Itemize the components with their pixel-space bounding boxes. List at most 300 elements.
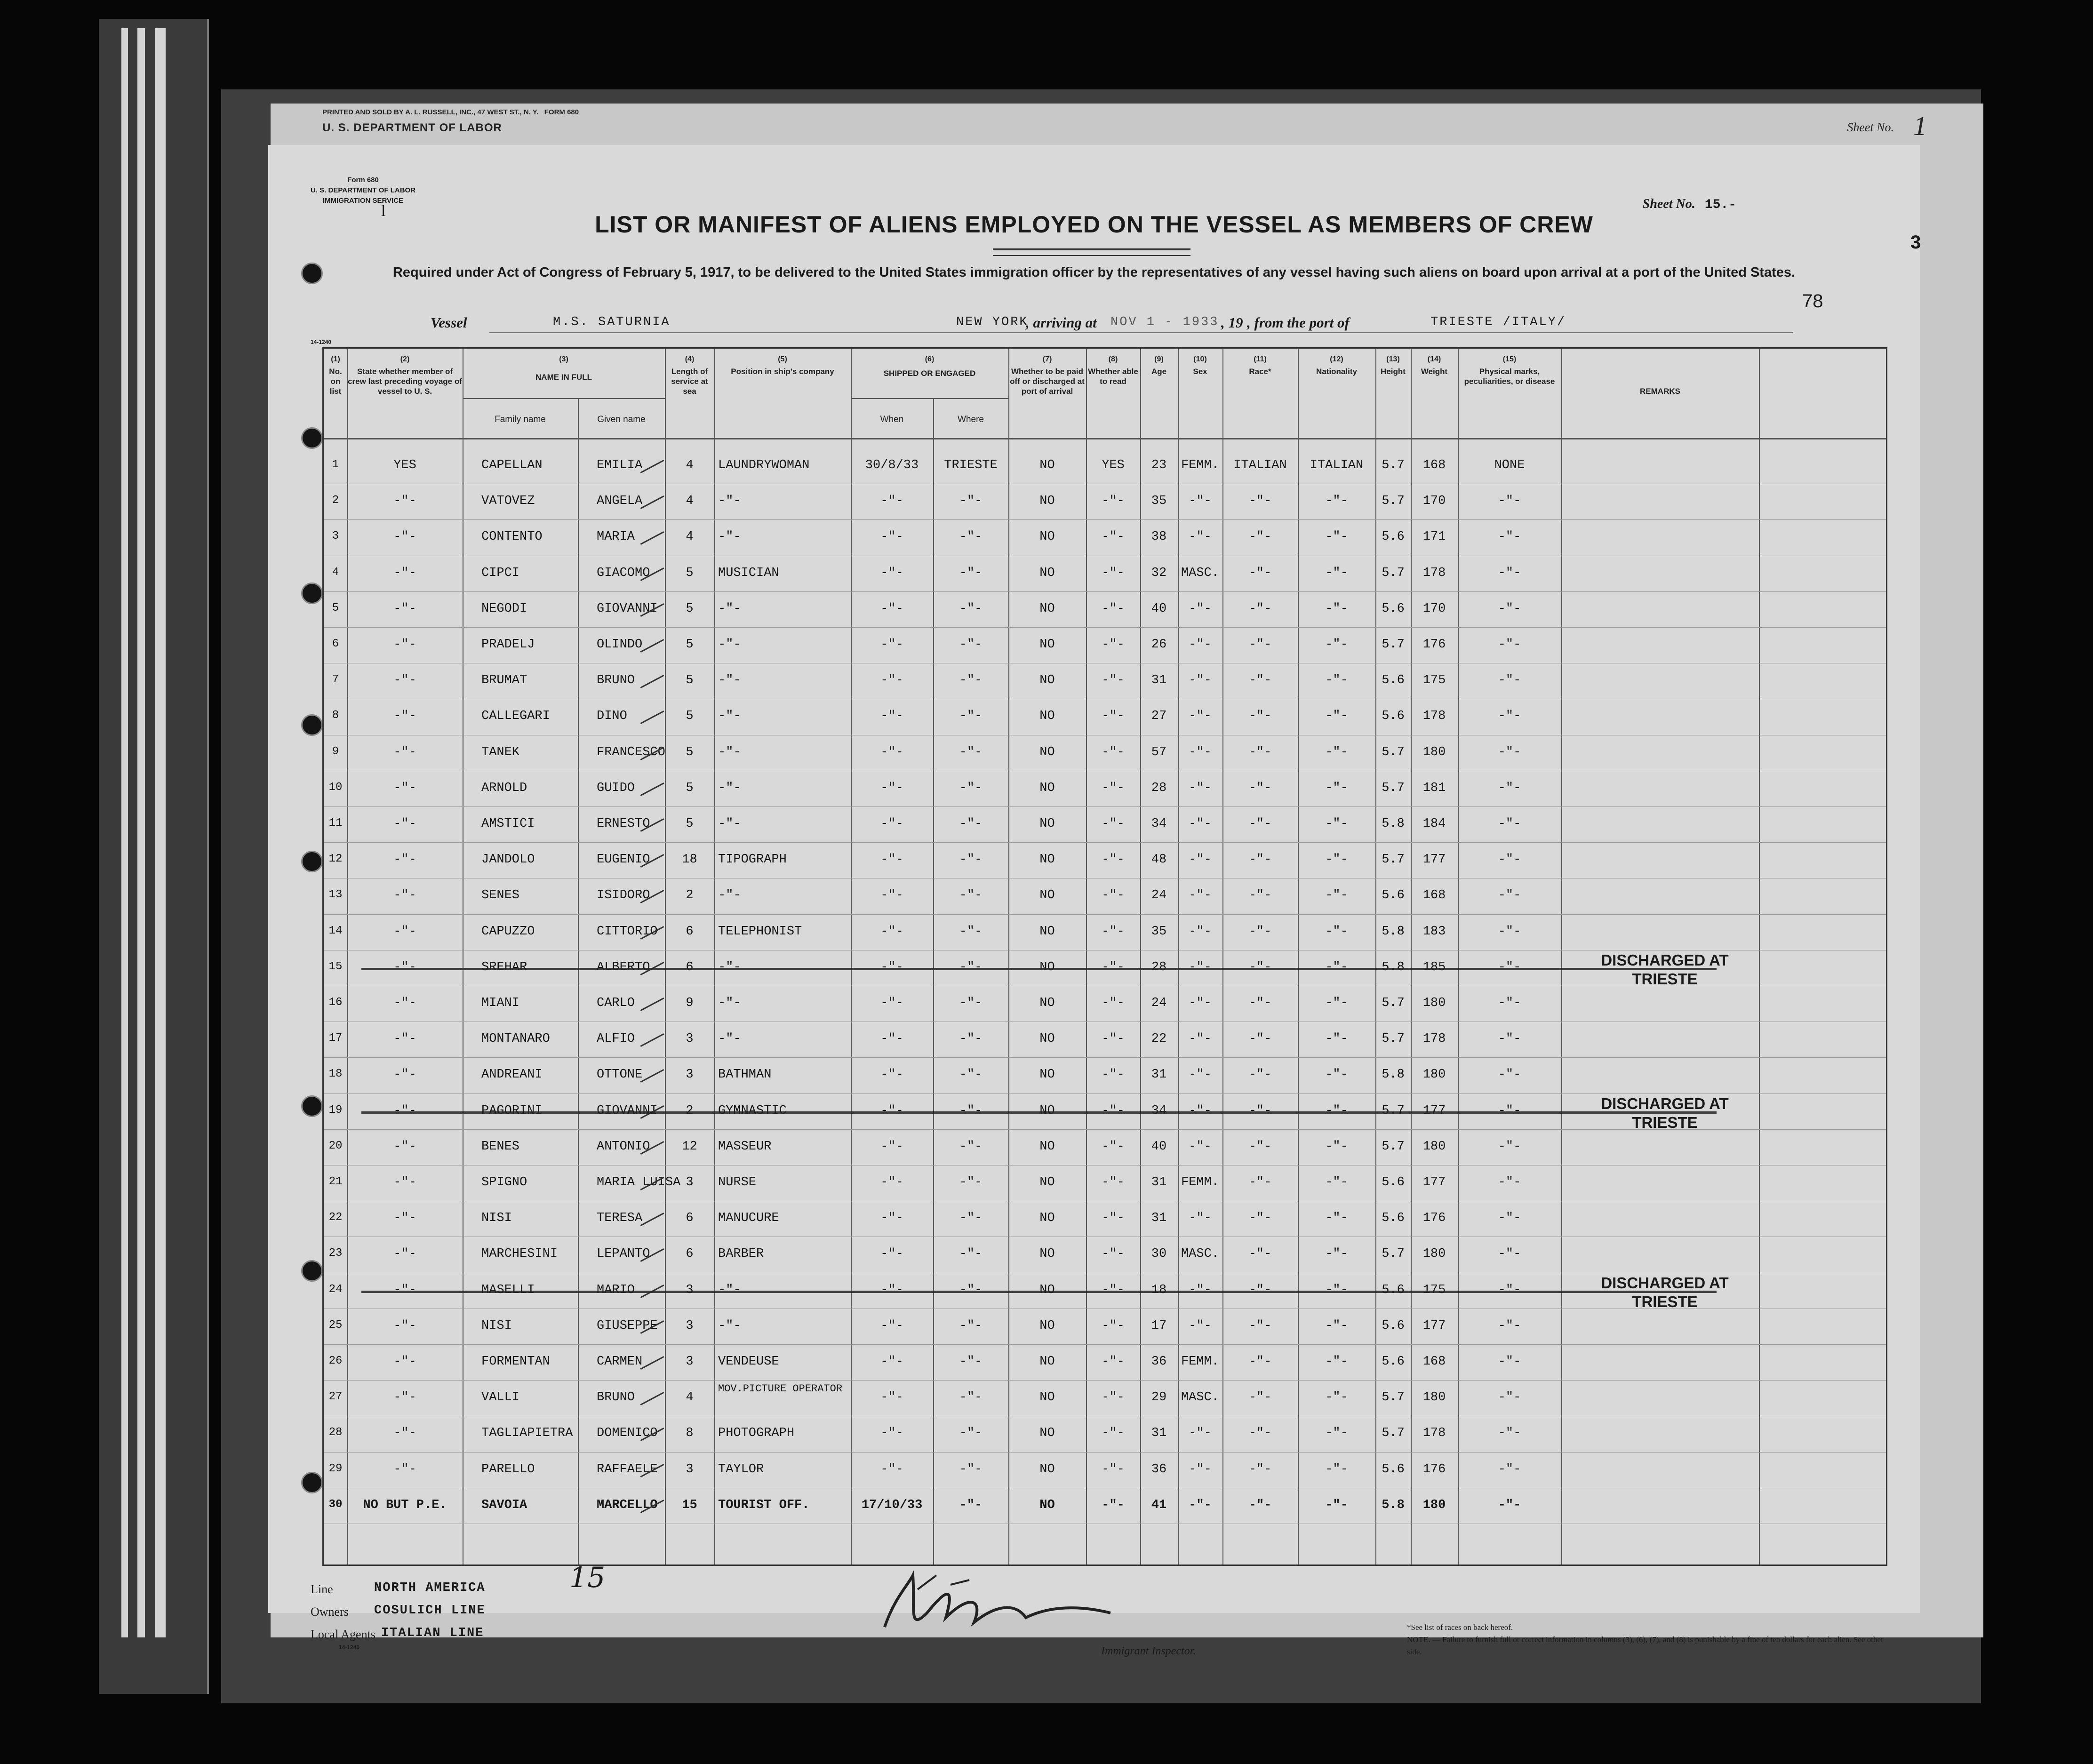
cell-no: 20 bbox=[328, 1139, 343, 1152]
cell-height: 5.7 bbox=[1382, 494, 1405, 509]
cell-height: 5.8 bbox=[1382, 924, 1405, 939]
cell-family: CALLEGARI bbox=[481, 709, 550, 724]
cell-position: -"- bbox=[718, 601, 741, 616]
from-label: , from the port of bbox=[1247, 314, 1350, 331]
cell-sex: -"- bbox=[1189, 781, 1212, 795]
cell-given: ANGELA bbox=[597, 494, 643, 509]
cell-weight: 181 bbox=[1422, 781, 1446, 795]
cell-no: 19 bbox=[328, 1103, 343, 1117]
cell-height: 5.8 bbox=[1382, 1498, 1405, 1512]
cell-paid: NO bbox=[1039, 1355, 1055, 1369]
cell-prev: -"- bbox=[393, 924, 416, 939]
cell-where: -"- bbox=[959, 853, 983, 867]
cell-age: 26 bbox=[1151, 638, 1167, 652]
cell-given: EMILIA bbox=[597, 458, 643, 472]
cell-paid: NO bbox=[1039, 781, 1055, 795]
cell-position: -"- bbox=[718, 960, 741, 974]
agents-label: Local Agents bbox=[311, 1628, 375, 1641]
cell-nationality: -"- bbox=[1325, 853, 1348, 867]
cell-paid: NO bbox=[1039, 960, 1055, 974]
binder-spine bbox=[99, 19, 209, 1694]
cell-given: DOMENICO bbox=[597, 1426, 658, 1441]
cell-when: -"- bbox=[880, 853, 903, 867]
cell-when: -"- bbox=[880, 1068, 903, 1082]
table-row bbox=[324, 813, 1886, 849]
agents-value: ITALIAN LINE bbox=[381, 1626, 484, 1640]
cell-position: -"- bbox=[718, 709, 741, 724]
cell-height: 5.7 bbox=[1382, 853, 1405, 867]
table-row bbox=[324, 1315, 1886, 1351]
row-remark: DISCHARGED AT TRIESTE bbox=[1601, 951, 1729, 988]
cell-sex: FEMM. bbox=[1181, 1355, 1219, 1369]
cell-position: NURSE bbox=[718, 1175, 757, 1189]
cell-prev: -"- bbox=[393, 888, 416, 903]
cell-sex: -"- bbox=[1189, 1032, 1212, 1046]
cell-when: -"- bbox=[880, 960, 903, 974]
column-header-c8-num: (8) bbox=[1108, 355, 1118, 363]
column-header-c10: Sex bbox=[1193, 367, 1207, 376]
strike-through-line bbox=[361, 1291, 1717, 1293]
cell-read: -"- bbox=[1102, 853, 1125, 867]
cell-nationality: -"- bbox=[1325, 888, 1348, 903]
column-header-remarks: REMARKS bbox=[1640, 387, 1680, 396]
cell-weight: 180 bbox=[1422, 1390, 1446, 1405]
punch-hole bbox=[301, 1472, 323, 1493]
cell-length: 8 bbox=[686, 1426, 694, 1441]
cell-length: 6 bbox=[686, 960, 694, 974]
cell-paid: NO bbox=[1039, 1498, 1055, 1512]
cell-no: 14 bbox=[328, 924, 343, 937]
cell-height: 5.6 bbox=[1382, 709, 1405, 724]
cell-length: 5 bbox=[686, 673, 694, 688]
cell-weight: 180 bbox=[1422, 1139, 1446, 1154]
cell-family: NISI bbox=[481, 1318, 512, 1333]
cell-no: 18 bbox=[328, 1068, 343, 1081]
form-mark: l bbox=[381, 202, 386, 220]
cell-where: -"- bbox=[959, 1498, 983, 1512]
column-header-c14: Weight bbox=[1421, 367, 1448, 376]
cell-given: GIUSEPPE bbox=[597, 1318, 658, 1333]
cell-family: TAGLIAPIETRA bbox=[481, 1426, 573, 1441]
cell-length: 6 bbox=[686, 924, 694, 939]
cell-race: -"- bbox=[1248, 494, 1272, 509]
cell-family: NEGODI bbox=[481, 601, 527, 616]
cell-prev: -"- bbox=[393, 745, 416, 759]
cell-weight: 170 bbox=[1422, 601, 1446, 616]
vessel-label: Vessel bbox=[431, 314, 467, 331]
cell-age: 48 bbox=[1151, 853, 1167, 867]
side-digit: 3 bbox=[1910, 232, 1921, 253]
column-header-c10-num: (10) bbox=[1193, 355, 1207, 363]
cell-position: -"- bbox=[718, 1283, 741, 1297]
cell-read: -"- bbox=[1102, 1139, 1125, 1154]
cell-race: -"- bbox=[1248, 1355, 1272, 1369]
cell-length: 3 bbox=[686, 1462, 694, 1477]
cell-where: -"- bbox=[959, 1390, 983, 1405]
cell-read: -"- bbox=[1102, 781, 1125, 795]
cell-read: -"- bbox=[1102, 960, 1125, 974]
cell-height: 5.7 bbox=[1382, 996, 1405, 1010]
cell-marks: -"- bbox=[1498, 530, 1521, 544]
cell-no: 2 bbox=[332, 494, 339, 507]
cell-age: 31 bbox=[1151, 1211, 1167, 1226]
cell-position: -"- bbox=[718, 1318, 741, 1333]
cell-race: -"- bbox=[1248, 924, 1272, 939]
cell-when: -"- bbox=[880, 1283, 903, 1297]
cell-height: 5.8 bbox=[1382, 817, 1405, 831]
cell-where: -"- bbox=[959, 1426, 983, 1441]
cell-family: AMSTICI bbox=[481, 817, 535, 831]
cell-age: 17 bbox=[1151, 1318, 1167, 1333]
cell-nationality: -"- bbox=[1325, 1462, 1348, 1477]
cell-family: SREHAR bbox=[481, 960, 527, 974]
cell-position: LAUNDRYWOMAN bbox=[718, 458, 810, 472]
table-row bbox=[324, 1422, 1886, 1458]
cell-where: -"- bbox=[959, 1355, 983, 1369]
cell-read: -"- bbox=[1102, 1498, 1125, 1512]
cell-where: -"- bbox=[959, 673, 983, 688]
column-header-c12: Nationality bbox=[1316, 367, 1357, 376]
cell-when: -"- bbox=[880, 1390, 903, 1405]
cell-race: -"- bbox=[1248, 1283, 1272, 1297]
table-row bbox=[324, 1494, 1886, 1530]
cell-race: -"- bbox=[1248, 1390, 1272, 1405]
cell-length: 5 bbox=[686, 709, 694, 724]
cell-family: VALLI bbox=[481, 1390, 520, 1405]
punch-hole bbox=[301, 427, 323, 449]
cell-where: -"- bbox=[959, 817, 983, 831]
arriving-port: NEW YORK bbox=[956, 315, 1029, 329]
cell-given: MARIA bbox=[597, 530, 635, 544]
form-id: Form 680 U. S. DEPARTMENT OF LABOR IMMIGRATION SERVICE bbox=[311, 176, 416, 205]
cell-sex: -"- bbox=[1189, 494, 1212, 509]
cell-paid: NO bbox=[1039, 1318, 1055, 1333]
cell-marks: -"- bbox=[1498, 1318, 1521, 1333]
cell-no: 25 bbox=[328, 1318, 343, 1332]
cell-given: LEPANTO bbox=[597, 1247, 650, 1261]
cell-family: CONTENTO bbox=[481, 530, 543, 544]
cell-marks: -"- bbox=[1498, 1139, 1521, 1154]
column-header-c5: Position in ship's company bbox=[731, 367, 834, 376]
cell-race: -"- bbox=[1248, 1462, 1272, 1477]
cell-no: 26 bbox=[328, 1355, 343, 1367]
table-row bbox=[324, 742, 1886, 777]
cell-length: 3 bbox=[686, 1032, 694, 1046]
punch-hole bbox=[301, 1260, 323, 1282]
cell-paid: NO bbox=[1039, 888, 1055, 903]
cell-marks: -"- bbox=[1498, 1426, 1521, 1441]
cell-sex: -"- bbox=[1189, 1103, 1212, 1118]
cell-when: -"- bbox=[880, 745, 903, 759]
cell-read: -"- bbox=[1102, 1175, 1125, 1189]
cell-sex: -"- bbox=[1189, 745, 1212, 759]
cell-weight: 178 bbox=[1422, 1426, 1446, 1441]
cell-race: -"- bbox=[1248, 781, 1272, 795]
cell-paid: NO bbox=[1039, 1283, 1055, 1297]
cell-weight: 178 bbox=[1422, 566, 1446, 580]
cell-nationality: -"- bbox=[1325, 745, 1348, 759]
form-tag: 14-1240 bbox=[311, 339, 332, 345]
cell-age: 57 bbox=[1151, 745, 1167, 759]
cell-sex: MASC. bbox=[1181, 1247, 1219, 1261]
cell-family: PRADELJ bbox=[481, 638, 535, 652]
cell-marks: -"- bbox=[1498, 1211, 1521, 1226]
cell-marks: -"- bbox=[1498, 888, 1521, 903]
cell-nationality: -"- bbox=[1325, 1283, 1348, 1297]
cell-paid: NO bbox=[1039, 853, 1055, 867]
cell-family: MARCHESINI bbox=[481, 1247, 558, 1261]
cell-sex: -"- bbox=[1189, 817, 1212, 831]
cell-weight: 183 bbox=[1422, 924, 1446, 939]
cell-height: 5.6 bbox=[1382, 1211, 1405, 1226]
cell-weight: 177 bbox=[1422, 1318, 1446, 1333]
cell-when: -"- bbox=[880, 673, 903, 688]
cell-weight: 177 bbox=[1422, 1103, 1446, 1118]
cell-paid: NO bbox=[1039, 1247, 1055, 1261]
punch-hole bbox=[301, 851, 323, 872]
table-row bbox=[324, 1094, 1886, 1136]
cell-when: -"- bbox=[880, 996, 903, 1010]
cell-prev: -"- bbox=[393, 673, 416, 688]
cell-position: VENDEUSE bbox=[718, 1355, 779, 1369]
cell-race: -"- bbox=[1248, 1426, 1272, 1441]
header-bottom-rule bbox=[324, 438, 1886, 439]
cell-when: -"- bbox=[880, 1426, 903, 1441]
cell-when: 17/10/33 bbox=[861, 1498, 923, 1512]
cell-length: 5 bbox=[686, 745, 694, 759]
cell-length: 5 bbox=[686, 781, 694, 795]
cell-length: 4 bbox=[686, 494, 694, 509]
cell-weight: 171 bbox=[1422, 530, 1446, 544]
cell-length: 2 bbox=[686, 888, 694, 903]
cell-nationality: -"- bbox=[1325, 1211, 1348, 1226]
cell-given: RAFFAELE bbox=[597, 1462, 658, 1477]
cell-length: 6 bbox=[686, 1211, 694, 1226]
cell-nationality: -"- bbox=[1325, 1032, 1348, 1046]
cell-when: -"- bbox=[880, 888, 903, 903]
handwritten-count: 15 bbox=[569, 1561, 606, 1594]
cell-paid: NO bbox=[1039, 494, 1055, 509]
cell-length: 6 bbox=[686, 1247, 694, 1261]
cell-height: 5.7 bbox=[1382, 1426, 1405, 1441]
cell-prev: -"- bbox=[393, 960, 416, 974]
cell-marks: -"- bbox=[1498, 673, 1521, 688]
cell-where: -"- bbox=[959, 709, 983, 724]
column-header-c12-num: (12) bbox=[1330, 355, 1343, 363]
line-value: NORTH AMERICA bbox=[374, 1581, 486, 1595]
cell-family: CIPCI bbox=[481, 566, 520, 580]
cell-given: GIOVANNI bbox=[597, 1103, 658, 1118]
cell-age: 32 bbox=[1151, 566, 1167, 580]
requirement-text: Required under Act of Congress of February 5, 1917, to be delivered to the United States immigration officer by the representatives of any vessel having such aliens on board upon arrival at a port of the United States. bbox=[392, 265, 1796, 280]
column-header-c6-num: (6) bbox=[925, 355, 935, 363]
cell-height: 5.6 bbox=[1382, 601, 1405, 616]
cell-where: -"- bbox=[959, 1103, 983, 1118]
cell-height: 5.8 bbox=[1382, 960, 1405, 974]
cell-paid: NO bbox=[1039, 1068, 1055, 1082]
cell-read: -"- bbox=[1102, 1211, 1125, 1226]
cell-where: -"- bbox=[959, 566, 983, 580]
cell-read: -"- bbox=[1102, 566, 1125, 580]
cell-given: ALFIO bbox=[597, 1032, 635, 1046]
crew-table bbox=[322, 347, 1887, 1566]
underlying-form-header bbox=[285, 108, 1969, 146]
cell-read: -"- bbox=[1102, 494, 1125, 509]
column-header-c6-where: Where bbox=[958, 415, 984, 424]
cell-family: SPIGNO bbox=[481, 1175, 527, 1189]
cell-sex: FEMM. bbox=[1181, 458, 1219, 472]
cell-where: -"- bbox=[959, 530, 983, 544]
cell-height: 5.7 bbox=[1382, 781, 1405, 795]
cell-length: 5 bbox=[686, 601, 694, 616]
footnote: *See list of races on back hereof. NOTE. — Failure to furnish full or correct information in columns (3), (6), (7), and (8) is punishable by a fine of ten dollars for each alien. See other side. bbox=[1407, 1623, 1884, 1656]
cell-nationality: -"- bbox=[1325, 1355, 1348, 1369]
cell-weight: 177 bbox=[1422, 853, 1446, 867]
cell-paid: NO bbox=[1039, 924, 1055, 939]
cell-where: -"- bbox=[959, 1318, 983, 1333]
cell-paid: NO bbox=[1039, 996, 1055, 1010]
strike-through-line bbox=[361, 1111, 1717, 1114]
inspector-signature bbox=[875, 1556, 1120, 1651]
table-row bbox=[324, 670, 1886, 705]
cell-weight: 178 bbox=[1422, 1032, 1446, 1046]
cell-marks: -"- bbox=[1498, 1103, 1521, 1118]
cell-nationality: -"- bbox=[1325, 1390, 1348, 1405]
cell-given: ERNESTO bbox=[597, 817, 650, 831]
cell-when: -"- bbox=[880, 924, 903, 939]
cell-race: -"- bbox=[1248, 853, 1272, 867]
cell-read: -"- bbox=[1102, 1283, 1125, 1297]
cell-where: -"- bbox=[959, 1032, 983, 1046]
table-row bbox=[324, 1136, 1886, 1172]
table-row bbox=[324, 490, 1886, 526]
table-row bbox=[324, 1028, 1886, 1064]
cell-sex: -"- bbox=[1189, 709, 1212, 724]
cell-age: 31 bbox=[1151, 673, 1167, 688]
cell-prev: -"- bbox=[393, 494, 416, 509]
cell-when: 30/8/33 bbox=[865, 458, 919, 472]
column-header-c13-num: (13) bbox=[1386, 355, 1400, 363]
cell-paid: NO bbox=[1039, 745, 1055, 759]
cell-height: 5.7 bbox=[1382, 1103, 1405, 1118]
cell-where: TRIESTE bbox=[944, 458, 998, 472]
punch-hole bbox=[301, 1095, 323, 1117]
cell-no: 16 bbox=[328, 996, 343, 1009]
cell-read: -"- bbox=[1102, 638, 1125, 652]
cell-given: MARIA LUISA bbox=[597, 1175, 681, 1189]
cell-family: MONTANARO bbox=[481, 1032, 550, 1046]
cell-height: 5.7 bbox=[1382, 1247, 1405, 1261]
cell-race: -"- bbox=[1248, 566, 1272, 580]
cell-when: -"- bbox=[880, 1032, 903, 1046]
cell-read: -"- bbox=[1102, 673, 1125, 688]
cell-marks: NONE bbox=[1494, 458, 1525, 472]
cell-nationality: -"- bbox=[1325, 638, 1348, 652]
cell-prev: -"- bbox=[393, 1283, 416, 1297]
page-number: 78 bbox=[1802, 291, 1823, 311]
cell-where: -"- bbox=[959, 1211, 983, 1226]
cell-position: GYMNASTIC bbox=[718, 1103, 787, 1118]
cell-when: -"- bbox=[880, 1318, 903, 1333]
cell-marks: -"- bbox=[1498, 638, 1521, 652]
cell-marks: -"- bbox=[1498, 1355, 1521, 1369]
cell-weight: 180 bbox=[1422, 745, 1446, 759]
cell-age: 28 bbox=[1151, 781, 1167, 795]
cell-length: 3 bbox=[686, 1175, 694, 1189]
cell-prev: -"- bbox=[393, 1103, 416, 1118]
cell-prev: -"- bbox=[393, 709, 416, 724]
cell-paid: NO bbox=[1039, 1426, 1055, 1441]
cell-sex: -"- bbox=[1189, 1283, 1212, 1297]
cell-given: GIACOMO bbox=[597, 566, 650, 580]
table-row bbox=[324, 992, 1886, 1028]
cell-nationality: -"- bbox=[1325, 960, 1348, 974]
page-title: LIST OR MANIFEST OF ALIENS EMPLOYED ON THE VESSEL AS MEMBERS OF CREW bbox=[595, 211, 1593, 238]
from-underline bbox=[1421, 332, 1793, 333]
cell-length: 4 bbox=[686, 1390, 694, 1405]
punch-hole bbox=[301, 583, 323, 604]
cell-nationality: -"- bbox=[1325, 996, 1348, 1010]
cell-where: -"- bbox=[959, 781, 983, 795]
cell-position: -"- bbox=[718, 745, 741, 759]
column-header-c4-num: (4) bbox=[685, 355, 695, 363]
cell-paid: NO bbox=[1039, 601, 1055, 616]
cell-prev: -"- bbox=[393, 1390, 416, 1405]
cell-sex: -"- bbox=[1189, 1211, 1212, 1226]
cell-nationality: -"- bbox=[1325, 1068, 1348, 1082]
cell-where: -"- bbox=[959, 1283, 983, 1297]
cell-sex: -"- bbox=[1189, 530, 1212, 544]
table-row bbox=[324, 634, 1886, 670]
cell-marks: -"- bbox=[1498, 1462, 1521, 1477]
cell-sex: -"- bbox=[1189, 888, 1212, 903]
cell-height: 5.7 bbox=[1382, 458, 1405, 472]
cell-read: -"- bbox=[1102, 1068, 1125, 1082]
cell-position: -"- bbox=[718, 673, 741, 688]
cell-length: 5 bbox=[686, 566, 694, 580]
cell-length: 3 bbox=[686, 1318, 694, 1333]
column-header-c15-num: (15) bbox=[1502, 355, 1517, 363]
cell-position: -"- bbox=[718, 494, 741, 509]
cell-weight: 180 bbox=[1422, 1498, 1446, 1512]
cell-read: -"- bbox=[1102, 1247, 1125, 1261]
cell-nationality: -"- bbox=[1325, 673, 1348, 688]
table-row bbox=[324, 526, 1886, 562]
cell-sex: -"- bbox=[1189, 996, 1212, 1010]
strike-through-line bbox=[361, 968, 1717, 970]
cell-marks: -"- bbox=[1498, 1068, 1521, 1082]
cell-marks: -"- bbox=[1498, 494, 1521, 509]
cell-family: ARNOLD bbox=[481, 781, 527, 795]
cell-marks: -"- bbox=[1498, 781, 1521, 795]
cell-given: OLINDO bbox=[597, 638, 643, 652]
cell-no: 27 bbox=[328, 1390, 343, 1404]
year-label: , 19 bbox=[1221, 314, 1243, 331]
cell-paid: NO bbox=[1039, 638, 1055, 652]
cell-sex: -"- bbox=[1189, 1426, 1212, 1441]
cell-nationality: -"- bbox=[1325, 1498, 1348, 1512]
cell-no: 3 bbox=[332, 530, 339, 543]
cell-marks: -"- bbox=[1498, 1390, 1521, 1405]
cell-family: FORMENTAN bbox=[481, 1355, 550, 1369]
from-port: TRIESTE /ITALY/ bbox=[1430, 315, 1566, 329]
cell-race: -"- bbox=[1248, 960, 1272, 974]
cell-weight: 168 bbox=[1422, 458, 1446, 472]
cell-no: 7 bbox=[332, 673, 339, 686]
cell-weight: 185 bbox=[1422, 960, 1446, 974]
cell-length: 2 bbox=[686, 1103, 694, 1118]
cell-race: -"- bbox=[1248, 888, 1272, 903]
